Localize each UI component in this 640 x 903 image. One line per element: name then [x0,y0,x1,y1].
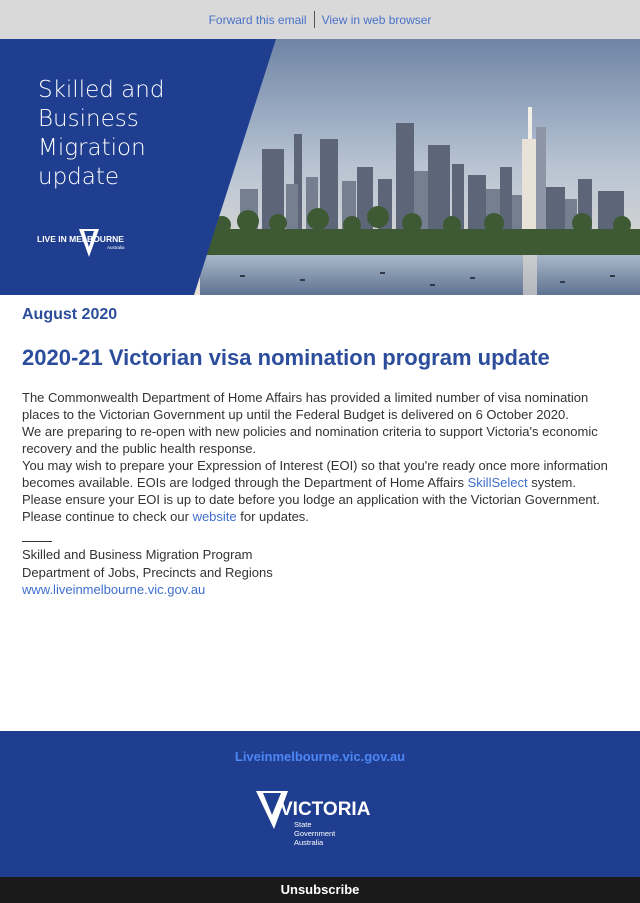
program-name: Skilled and Business Migration Program [22,547,253,562]
department-name: Department of Jobs, Precincts and Regions [22,564,273,580]
paragraph: Please ensure your EOI is up to date before you lodge an application with the Victorian Government. [22,492,600,507]
logo-sub: Australia [294,838,324,847]
paragraph: We are preparing to re-open with new policies and nomination criteria to support Victoria's economic recovery and the public health response. [22,424,598,456]
email-footer [0,731,640,877]
signature-divider [22,541,52,542]
signature [22,546,618,599]
unsubscribe-link[interactable]: Unsubscribe [0,877,640,903]
title-line: Migration [38,135,146,161]
title-line: update [38,164,120,190]
logo-subtext: Australia [107,245,125,250]
signature-url-link[interactable]: www.liveinmelbourne.vic.gov.au [22,582,206,597]
paragraph: Please continue to check our website for updates. [22,509,309,524]
newsletter-title [38,76,238,192]
email-header-links [0,0,640,39]
forward-email-link[interactable]: Forward this email [208,12,307,27]
paragraph: The Commonwealth Department of Home Affairs has provided a limited number of visa nomination places to the Victorian Government up until the Federal Budget is delivered on 6 October 2020. [22,390,589,422]
paragraph: You may wish to prepare your Expression of Interest (EOI) so that you're ready once more information becomes available. EOIs are lodged through the Department of Home Affairs SkillSelect system. [22,458,608,490]
hero-banner [0,39,640,295]
skillselect-link[interactable]: SkillSelect [467,475,528,490]
logo-word: VICTORIA [280,799,371,820]
victoria-state-government-logo [256,789,376,853]
view-in-browser-link[interactable]: View in web browser [321,12,432,27]
issue-date: August 2020 [22,306,118,323]
website-link[interactable]: website [192,509,237,524]
logo-text: LIVE IN MELBOURNE [37,234,124,244]
article-body [22,389,618,525]
title-line: Skilled and [38,77,165,103]
article-headline: 2020-21 Victorian visa nomination program update [22,345,550,370]
live-in-melbourne-logo [37,227,145,259]
footer-website-link[interactable]: Liveinmelbourne.vic.gov.au [234,749,406,764]
title-line: Business [38,106,139,132]
logo-sub: Government [294,829,336,838]
email-body [0,295,640,695]
logo-sub: State [294,820,312,829]
spacer [0,695,640,731]
